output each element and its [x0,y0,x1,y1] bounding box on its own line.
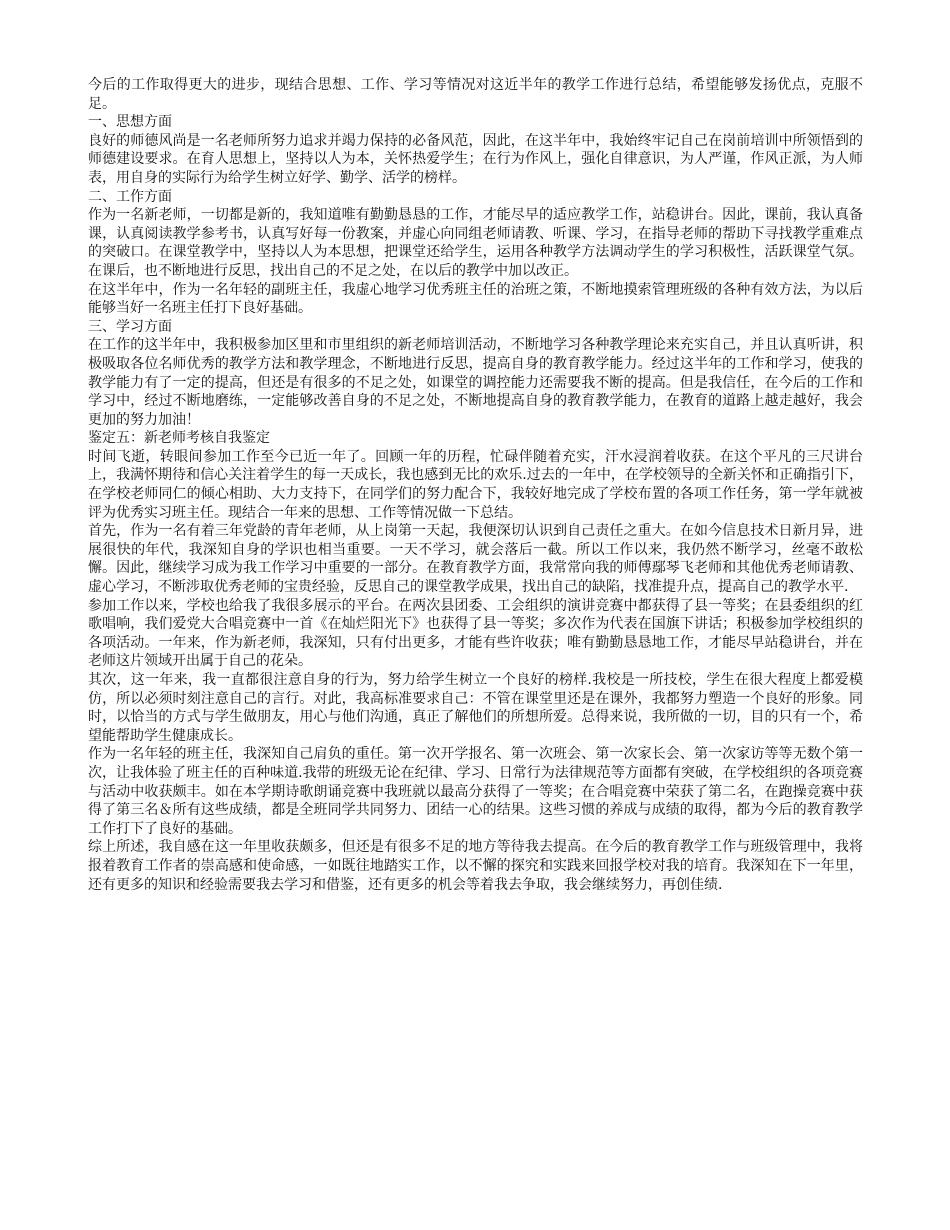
section-heading-appraisal-five: 鉴定五：新老师考核自我鉴定 [88,430,270,447]
document-body [88,76,863,894]
paragraph-first: 首先，作为一名有着三年党龄的青年老师，从上岗第一天起，我便深切认识到自己责任之重大。在如今信息技术日新月异，进展很快的年代，我深知自身的学识也相当重要。一天不学习，就会落后一截。所以工作以来，我仍然不断学习，丝毫不敢松懈。因此，继续学习成为我工作学习中重要的一部分。在教育教学方面，我常常向我的师傅鄢琴飞老师和其他优秀老师请教、虚心学习，不断涉取优秀老师的宝贵经验，反思自己的课堂教学成果，找出自己的缺陷，找准提升点，提高自己的教学水平. [88,523,863,596]
paragraph-intro: 今后的工作取得更大的进步，现结合思想、工作、学习等情况对这近半年的教学工作进行总结，希望能够发扬优点，克服不足。 [88,77,863,112]
paragraph-assistant-head-teacher: 在这半年中，作为一名年轻的副班主任，我虚心地学习优秀班主任的治班之策，不断地摸索管理班级的各种有效方法，为以后能够当好一名班主任打下良好基础。 [88,281,863,317]
paragraph-thought: 良好的师德风尚是一名老师所努力追求并竭力保持的必备风范，因此，在这半年中，我始终牢记自己在岗前培训中所领悟到的师德建设要求。在育人思想上，坚持以人为本，关怀热爱学生；在行为作风上，强化自律意识，为人严谨，作风正派，为人师表，用自身的实际行为给学生树立好学、勤学、活学的榜样。 [88,132,863,186]
paragraph-year-review: 时间飞逝，转眼间参加工作至今已近一年了。回顾一年的历程，忙碌伴随着充实，汗水浸润着收获。在这个平凡的三尺讲台上，我满怀期待和信心关注着学生的每一天成长，我也感到无比的欢乐.过去的一年中，在学校领导的全新关怀和正确指引下，在学校老师同仁的倾心相助、大力支持下，在同学们的努力配合下，我较好地完成了学校布置的各项工作任务，第一学年就被评为优秀实习班主任。现结合一年来的思想、工作等情况做一下总结。 [88,448,863,521]
paragraph-platforms: 参加工作以来，学校也给我了我很多展示的平台。在两次县团委、工会组织的演讲竞赛中都获得了县一等奖；在县委组织的红歌唱响，我们爱党大合唱竞赛中一首《在灿烂阳光下》也获得了县一等奖；多次作为代表在国旗下讲话；积极参加学校组织的各项活动。一年来，作为新老师，我深知，只有付出更多，才能有些许收获；唯有勤勤恳恳地工作，才能尽早站稳讲台，并在老师这片领域开出属于自己的花朵。 [88,597,863,670]
section-heading-study: 三、学习方面 [88,318,172,335]
paragraph-second: 其次，这一年来，我一直都很注意自身的行为，努力给学生树立一个良好的榜样.我校是一所技校，学生在很大程度上都爱模仿，所以必须时刻注意自己的言行。对此，我高标准要求自己：不管在课堂里还是在课外，我都努力塑造一个良好的形象。同时，以恰当的方式与学生做朋友，用心与他们沟通，真正了解他们的所想所爱。总得来说，我所做的一切，目的只有一个，希望能帮助学生健康成长。 [88,672,863,744]
section-heading-work: 二、工作方面 [88,188,172,205]
section-heading-thought: 一、思想方面 [88,114,172,131]
paragraph-conclusion: 综上所述，我自感在这一年里收获颇多，但还是有很多不足的地方等待我去提高。在今后的教育教学工作与班级管理中，我将报着教育工作者的崇高感和使命感，一如既往地踏实工作，以不懈的探究和实践来回报学校对我的培育。我深知在下一年里，还有更多的知识和经验需要我去学习和借鉴，还有更多的机会等着我去争取，我会继续努力，再创佳绩. [88,839,863,893]
paragraph-study: 在工作的这半年中，我积极参加区里和市里组织的新老师培训活动，不断地学习各种教学理论来充实自己，并且认真听讲，积极吸取各位名师优秀的教学方法和教学理念，不断地进行反思，提高自身的教育教学能力。经过这半年的工作和学习，使我的教学能力有了一定的提高，但还是有很多的不足之处，如课堂的调控能力还需要我不断的提高。但是我信任，在今后的工作和学习中，经过不断地磨练，一定能够改善自身的不足之处，不断地提高自身的教育教学能力，在教育的道路上越走越好，我会更加的努力加油！ [88,337,863,428]
paragraph-head-teacher: 作为一名年轻的班主任，我深知自己肩负的重任。第一次开学报名、第一次班会、第一次家长会、第一次家访等等无数个第一次，让我体验了班主任的百种味道.我带的班级无论在纪律、学习、日常行为法律规范等方面都有突破，在学校组织的各项竞赛与活动中收获颇丰。如在本学期诗歌朗诵竞赛中我班就以最高分获得了一等奖；在合唱竞赛中荣获了第二名，在跑操竞赛中获得了第三名＆所有这些成绩，都是全班同学共同努力、团结一心的结果。这些习惯的养成与成绩的取得，都为今后的教育教学工作打下了良好的基础。 [88,746,863,837]
paragraph-work: 作为一名新老师，一切都是新的，我知道唯有勤勤恳恳的工作，才能尽早的适应教学工作，站稳讲台。因此，课前，我认真备课，认真阅读教学参考书，认真写好每一份教案，并虚心向同组老师请教、听课、学习，在指导老师的帮助下寻找教学重难点的突破口。在课堂教学中，坚持以人为本思想，把课堂还给学生，运用各种教学方法调动学生的学习积极性，活跃课堂气氛。在课后，也不断地进行反思，找出自己的不足之处，在以后的教学中加以改正。 [88,207,863,279]
